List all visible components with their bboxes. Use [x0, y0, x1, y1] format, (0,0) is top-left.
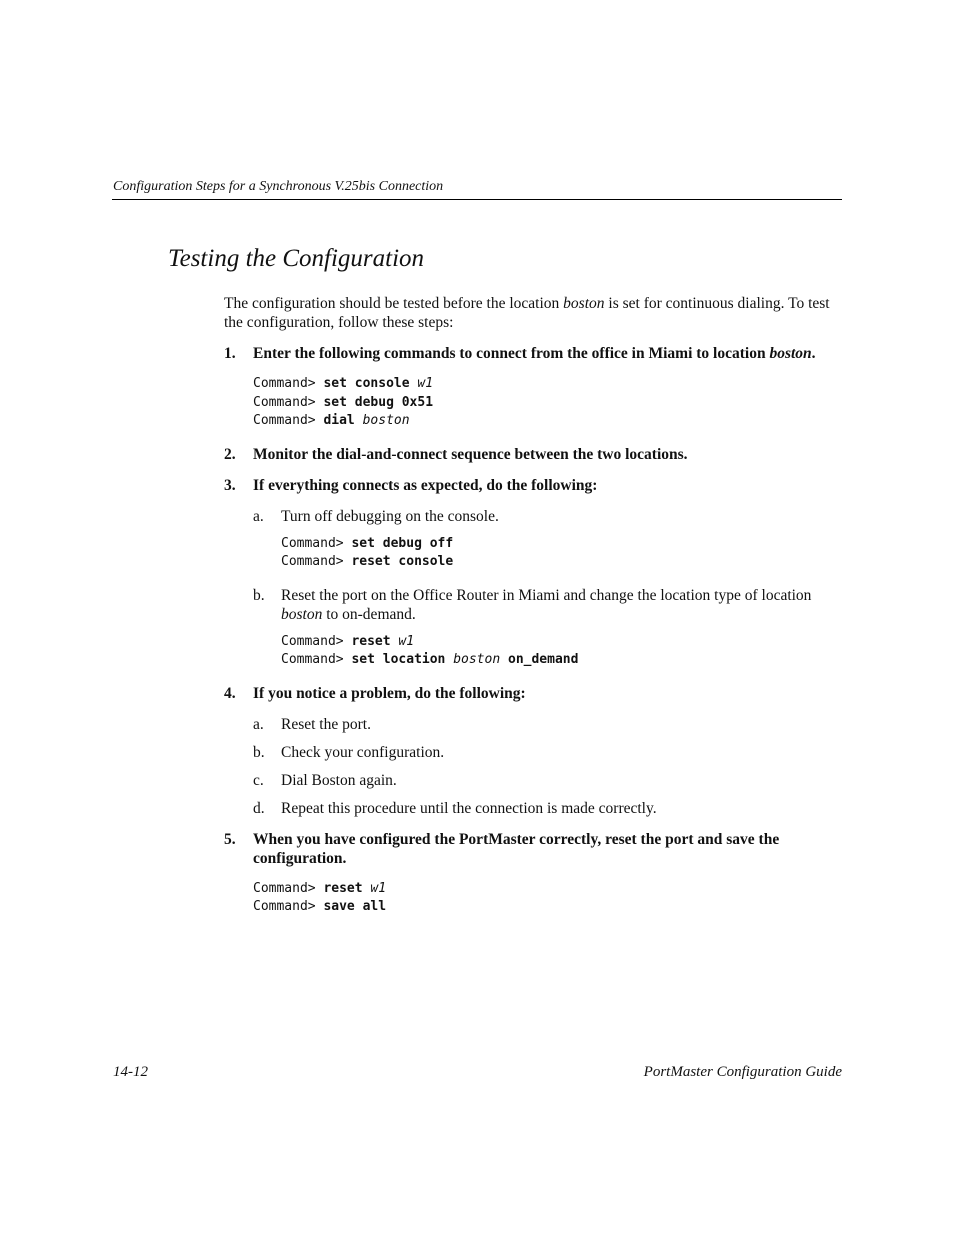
substep-text: Repeat this procedure until the connection is made correctly.: [281, 799, 657, 817]
step-number: 4.: [224, 684, 236, 702]
command-argument: w1: [370, 880, 387, 896]
command-keyword: set debug 0x51: [323, 394, 434, 410]
intro-text: is set for continuous dialing. To test the configuration, follow these steps:: [224, 295, 830, 331]
code-line: [281, 633, 834, 652]
code-line: [281, 535, 834, 554]
substep-text: Turn off debugging on the console.: [281, 507, 499, 525]
intro-text: The configuration should be tested before the location: [224, 295, 564, 312]
running-header: Configuration Steps for a Synchronous V.25bis Connection: [113, 179, 444, 194]
code-line: [281, 553, 834, 572]
substep-text: Reset the port.: [281, 715, 371, 733]
code-block: [281, 633, 834, 670]
step-number: 3.: [224, 476, 236, 494]
step-text: If you notice a problem, do the following:: [253, 684, 526, 702]
command-argument: boston: [453, 652, 501, 667]
header-rule: [112, 199, 842, 200]
code-line: [253, 375, 834, 394]
code-line: [253, 898, 834, 917]
intro-paragraph: [224, 294, 834, 332]
substep-3a: [224, 507, 834, 526]
substep-4c: [224, 771, 834, 790]
command-argument: boston: [362, 413, 410, 428]
substep-letter: d.: [253, 799, 265, 817]
command-prompt: Command>: [281, 633, 352, 649]
command-keyword: on_demand: [500, 652, 579, 667]
substep-text: Check your configuration.: [281, 743, 445, 761]
command-prompt: Command>: [253, 880, 324, 896]
location-name: boston: [563, 295, 605, 312]
code-line: [281, 651, 834, 670]
book-title: PortMaster Configuration Guide: [643, 1064, 842, 1080]
command-prompt: Command>: [281, 535, 352, 551]
step-text: When you have configured the PortMaster correctly, reset the port and save the configuration.: [253, 830, 780, 867]
step-text: Monitor the dial-and-connect sequence between the two locations.: [253, 445, 688, 463]
substep-3b: [224, 586, 834, 624]
location-name: boston: [281, 605, 323, 623]
command-prompt: Command>: [253, 413, 324, 428]
location-name: boston: [769, 345, 812, 362]
code-line: [253, 412, 834, 431]
section-body: [224, 294, 834, 931]
command-prompt: Command>: [253, 899, 324, 914]
code-line: [253, 394, 834, 413]
command-keyword: reset: [351, 633, 399, 649]
substep-letter: b.: [253, 586, 265, 604]
command-keyword: save all: [323, 899, 387, 914]
step-1: [224, 344, 834, 363]
page-number: 14-12: [113, 1064, 148, 1080]
section-title: Testing the Configuration: [168, 245, 425, 272]
step-5: [224, 830, 834, 868]
command-keyword: set console: [323, 376, 418, 391]
substep-letter: b.: [253, 743, 265, 761]
substep-text: to on-demand.: [322, 605, 416, 623]
substep-text: Dial Boston again.: [281, 771, 397, 789]
step-number: 2.: [224, 445, 236, 463]
command-prompt: Command>: [253, 376, 324, 391]
step-4: [224, 684, 834, 703]
command-keyword: dial: [323, 413, 363, 428]
step-text: Enter the following commands to connect from the office in Miami to location: [253, 345, 770, 362]
command-prompt: Command>: [281, 652, 352, 667]
step-text: If everything connects as expected, do the following:: [253, 476, 598, 494]
substep-letter: a.: [253, 715, 264, 733]
substep-4b: [224, 743, 834, 762]
command-argument: w1: [398, 633, 415, 649]
code-block: [281, 535, 834, 572]
substep-4a: [224, 715, 834, 734]
step-text: .: [811, 345, 816, 362]
command-keyword: set location: [351, 652, 454, 667]
substep-text: Reset the port on the Office Router in Miami and change the location type of location: [281, 586, 812, 604]
substep-4d: [224, 799, 834, 818]
code-line: [253, 880, 834, 899]
command-prompt: Command>: [281, 554, 352, 569]
command-keyword: reset console: [351, 554, 454, 569]
command-keyword: set debug off: [351, 535, 454, 551]
step-number: 5.: [224, 830, 236, 848]
step-number: 1.: [224, 345, 236, 362]
command-prompt: Command>: [253, 394, 324, 410]
command-keyword: reset: [323, 880, 371, 896]
substep-letter: c.: [253, 771, 264, 789]
command-argument: w1: [417, 376, 434, 391]
code-block: [253, 375, 834, 431]
step-3: [224, 476, 834, 495]
code-block: [253, 880, 834, 917]
step-2: [224, 445, 834, 464]
substep-letter: a.: [253, 507, 264, 525]
